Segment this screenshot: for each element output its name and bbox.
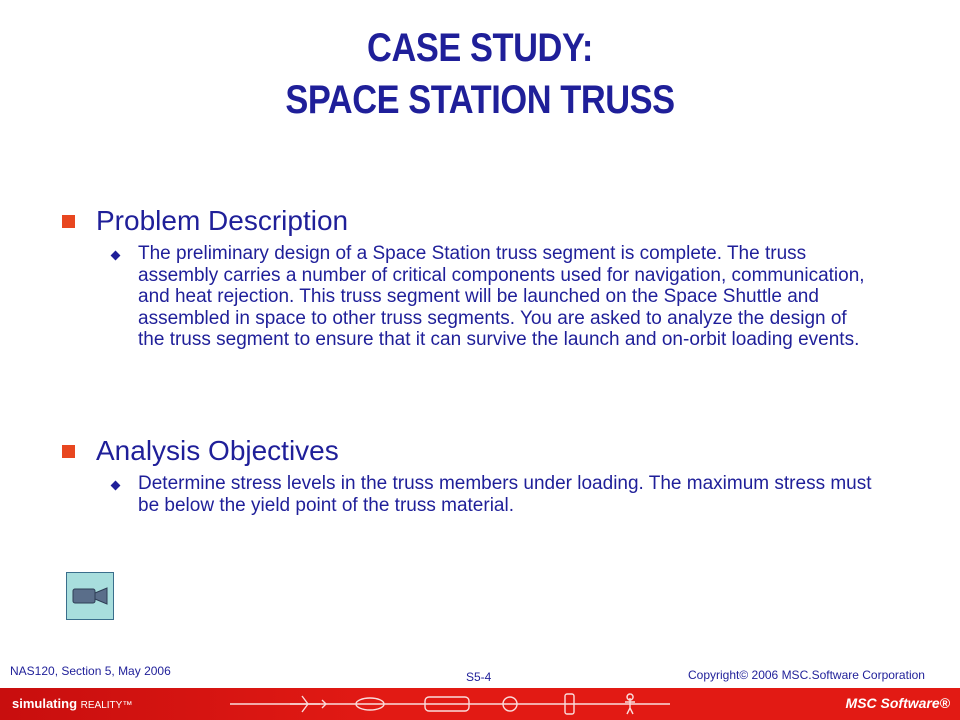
brand-bar [0,688,960,720]
slide-title [67,22,893,126]
section-problem-description [62,205,882,351]
brand-tagline-small: REALITY™ [80,700,133,711]
diamond-bullet-icon [111,251,121,261]
section-analysis-objectives [62,435,882,516]
sub-bullet-text: The preliminary design of a Space Station truss segment is complete. The truss assembly carries a number of critical components used for navigation, communication, and heat rejection. This truss segment will be launched on the Space Shuttle and assembled in space to other truss segments. You are asked to analyze the design of the truss segment to ensure that it can survive the launch and on-orbit loading events. [138,243,865,350]
footer-page-number: S5-4 [466,670,492,684]
slide-title-line2: SPACE STATION TRUSS [285,78,675,122]
section-heading [62,205,882,237]
logo-software: Software® [880,695,950,711]
section-label: Analysis Objectives [96,435,339,466]
footer-course-info: NAS120, Section 5, May 2006 [10,664,171,678]
video-camera-button[interactable] [66,572,114,620]
footer-copyright: Copyright© 2006 MSC.Software Corporation [688,668,925,682]
msc-software-logo [846,695,950,711]
section-label: Problem Description [96,205,349,236]
video-camera-icon [71,585,109,607]
diamond-bullet-icon [111,481,121,491]
industry-icons-strip [230,688,670,720]
slide-title-line1: CASE STUDY: [367,26,593,70]
logo-msc: MSC [845,695,877,711]
sub-bullet-item [108,473,882,516]
sub-bullet-text: Determine stress levels in the truss members under loading. The maximum stress must be below the yield point of the truss material. [138,473,872,516]
square-bullet-icon [62,445,75,458]
sub-bullet-item [108,243,882,351]
brand-tagline [12,696,132,711]
brand-tagline-main: simulating [12,696,78,711]
section-heading [62,435,882,467]
square-bullet-icon [62,215,75,228]
